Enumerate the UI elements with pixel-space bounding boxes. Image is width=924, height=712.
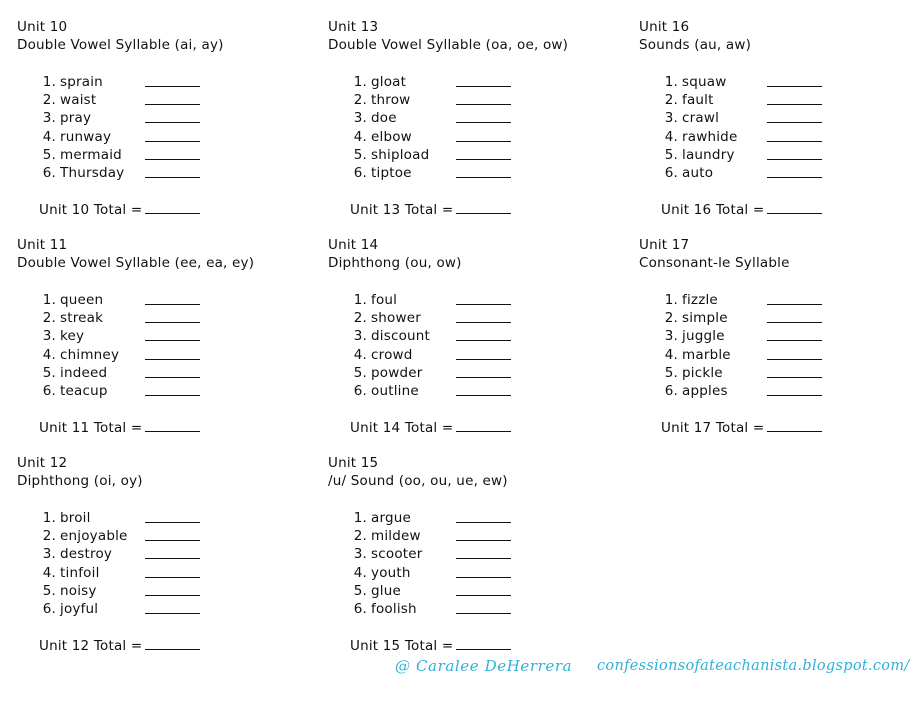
total-blank[interactable] — [145, 649, 200, 650]
item-number: 3. — [42, 546, 56, 563]
word: doe — [371, 110, 397, 127]
answer-blank[interactable] — [456, 322, 511, 323]
answer-blank[interactable] — [145, 304, 200, 305]
unit-12-section — [17, 454, 307, 655]
item-number: 6. — [353, 164, 367, 181]
list-item — [17, 600, 307, 618]
unit-17-section — [639, 236, 924, 437]
word-list — [328, 509, 618, 618]
list-item — [328, 382, 618, 400]
unit-16-section — [639, 18, 924, 219]
unit-11-section — [17, 236, 307, 437]
item-number: 1. — [353, 74, 367, 90]
word: joyful — [60, 600, 99, 617]
word: discount — [371, 328, 431, 345]
word: simple — [682, 310, 728, 327]
unit-subtitle: Diphthong (oi, oy) — [17, 473, 143, 489]
unit-title: Unit 12 — [17, 455, 68, 471]
total-label: Unit 16 Total = — [661, 202, 765, 219]
unit-total — [17, 637, 307, 655]
unit-title: Unit 13 — [328, 19, 379, 35]
item-number: 5. — [353, 582, 367, 599]
answer-blank[interactable] — [767, 322, 822, 323]
word: foul — [371, 292, 398, 308]
item-number: 2. — [664, 92, 678, 109]
answer-blank[interactable] — [456, 522, 511, 523]
answer-blank[interactable] — [145, 322, 200, 323]
word-list — [328, 291, 618, 400]
answer-blank[interactable] — [456, 122, 511, 123]
word: marble — [682, 346, 731, 363]
answer-blank[interactable] — [767, 177, 822, 178]
unit-total — [17, 201, 307, 219]
item-number: 4. — [42, 128, 56, 145]
list-item — [328, 346, 618, 364]
item-number: 4. — [353, 564, 367, 581]
answer-blank[interactable] — [767, 395, 822, 396]
unit-total — [639, 419, 924, 437]
answer-blank[interactable] — [145, 377, 200, 378]
item-number: 3. — [664, 110, 678, 127]
item-number: 4. — [42, 564, 56, 581]
item-number: 1. — [353, 510, 367, 526]
answer-blank[interactable] — [145, 595, 200, 596]
item-number: 3. — [353, 110, 367, 127]
word: elbow — [371, 128, 412, 145]
answer-blank[interactable] — [145, 159, 200, 160]
word: fault — [682, 92, 714, 109]
item-number: 6. — [42, 600, 56, 617]
answer-blank[interactable] — [456, 104, 511, 105]
item-number: 2. — [42, 528, 56, 545]
list-item — [17, 146, 307, 164]
word: broil — [60, 510, 91, 526]
word-list — [17, 291, 307, 400]
unit-15-section — [328, 454, 618, 655]
item-number: 4. — [353, 346, 367, 363]
answer-blank[interactable] — [456, 395, 511, 396]
unit-13-section — [328, 18, 618, 219]
word: juggle — [682, 328, 725, 345]
answer-blank[interactable] — [456, 304, 511, 305]
item-number: 3. — [353, 546, 367, 563]
answer-blank[interactable] — [456, 359, 511, 360]
item-number: 2. — [353, 528, 367, 545]
list-item — [328, 146, 618, 164]
unit-total — [639, 201, 924, 219]
answer-blank[interactable] — [145, 522, 200, 523]
answer-blank[interactable] — [767, 159, 822, 160]
item-number: 1. — [42, 510, 56, 526]
word: shipload — [371, 146, 430, 163]
list-item — [328, 164, 618, 182]
list-item — [639, 382, 924, 400]
unit-14-section — [328, 236, 618, 437]
answer-blank[interactable] — [456, 141, 511, 142]
list-item — [328, 309, 618, 327]
answer-blank[interactable] — [767, 304, 822, 305]
item-number: 6. — [353, 382, 367, 399]
item-number: 4. — [664, 128, 678, 145]
answer-blank[interactable] — [145, 395, 200, 396]
list-item — [328, 545, 618, 563]
list-item — [17, 128, 307, 146]
item-number: 2. — [42, 92, 56, 109]
unit-title: Unit 15 — [328, 455, 379, 471]
list-item — [639, 291, 924, 309]
word: waist — [60, 92, 97, 109]
item-number: 2. — [353, 92, 367, 109]
word: crawl — [682, 110, 720, 127]
item-number: 3. — [664, 328, 678, 345]
word: apples — [682, 382, 728, 399]
item-number: 1. — [42, 292, 56, 308]
unit-total — [328, 419, 618, 437]
word: tiptoe — [371, 164, 412, 181]
unit-title: Unit 16 — [639, 19, 690, 35]
word: runway — [60, 128, 112, 145]
word: chimney — [60, 346, 120, 363]
list-item — [328, 364, 618, 382]
item-number: 1. — [664, 74, 678, 90]
answer-blank[interactable] — [456, 595, 511, 596]
word-list — [639, 291, 924, 400]
unit-total — [328, 201, 618, 219]
unit-title: Unit 11 — [17, 237, 68, 253]
word: mildew — [371, 528, 421, 545]
answer-blank[interactable] — [456, 377, 511, 378]
item-number: 3. — [42, 110, 56, 127]
list-item — [17, 109, 307, 127]
word: indeed — [60, 364, 108, 381]
word: noisy — [60, 582, 97, 599]
word-list — [328, 73, 618, 182]
unit-total — [17, 419, 307, 437]
list-item — [328, 600, 618, 618]
answer-blank[interactable] — [456, 159, 511, 160]
word: youth — [371, 564, 411, 581]
item-number: 4. — [353, 128, 367, 145]
total-label: Unit 12 Total = — [39, 638, 143, 655]
word-list — [17, 509, 307, 618]
answer-blank[interactable] — [767, 359, 822, 360]
item-number: 3. — [42, 328, 56, 345]
unit-subtitle: /u/ Sound (oo, ou, ue, ew) — [328, 473, 508, 489]
total-label: Unit 11 Total = — [39, 420, 143, 437]
word: squaw — [682, 74, 727, 90]
unit-10-section — [17, 18, 307, 219]
item-number: 6. — [42, 164, 56, 181]
list-item — [17, 564, 307, 582]
list-item — [328, 73, 618, 91]
unit-subtitle: Double Vowel Syllable (oa, oe, ow) — [328, 37, 569, 53]
answer-blank[interactable] — [456, 340, 511, 341]
answer-blank[interactable] — [145, 122, 200, 123]
list-item — [328, 291, 618, 309]
list-item — [639, 327, 924, 345]
list-item — [328, 564, 618, 582]
total-blank[interactable] — [145, 213, 200, 214]
list-item — [17, 327, 307, 345]
word: rawhide — [682, 128, 738, 145]
item-number: 6. — [42, 382, 56, 399]
total-blank[interactable] — [767, 431, 822, 432]
list-item — [639, 364, 924, 382]
credit-author: @ Caralee DeHerrera — [395, 657, 573, 675]
answer-blank[interactable] — [456, 540, 511, 541]
total-label: Unit 10 Total = — [39, 202, 143, 219]
list-item — [639, 164, 924, 182]
unit-title: Unit 17 — [639, 237, 690, 253]
word: Thursday — [60, 164, 125, 181]
answer-blank[interactable] — [456, 613, 511, 614]
total-blank[interactable] — [456, 431, 511, 432]
total-blank[interactable] — [767, 213, 822, 214]
unit-subtitle: Consonant-le Syllable — [639, 255, 790, 271]
answer-blank[interactable] — [456, 177, 511, 178]
answer-blank[interactable] — [145, 577, 200, 578]
total-label: Unit 13 Total = — [350, 202, 454, 219]
answer-blank[interactable] — [456, 558, 511, 559]
item-number: 1. — [664, 292, 678, 308]
credit-blog: confessionsofateachanista.blogspot.com/ — [597, 658, 910, 674]
item-number: 5. — [353, 146, 367, 163]
word: laundry — [682, 146, 735, 163]
answer-blank[interactable] — [145, 613, 200, 614]
word: powder — [371, 364, 423, 381]
item-number: 6. — [664, 164, 678, 181]
word: sprain — [60, 74, 103, 90]
list-item — [17, 382, 307, 400]
item-number: 3. — [353, 328, 367, 345]
list-item — [17, 73, 307, 91]
word: mermaid — [60, 146, 122, 163]
total-blank[interactable] — [456, 213, 511, 214]
unit-subtitle: Sounds (au, aw) — [639, 37, 752, 53]
word: pray — [60, 110, 92, 127]
answer-blank[interactable] — [767, 141, 822, 142]
list-item — [17, 346, 307, 364]
item-number: 5. — [664, 364, 678, 381]
answer-blank[interactable] — [145, 86, 200, 87]
word: auto — [682, 164, 714, 181]
answer-blank[interactable] — [767, 122, 822, 123]
unit-title: Unit 10 — [17, 19, 68, 35]
list-item — [17, 364, 307, 382]
item-number: 5. — [353, 364, 367, 381]
list-item — [17, 582, 307, 600]
answer-blank[interactable] — [145, 540, 200, 541]
answer-blank[interactable] — [456, 577, 511, 578]
answer-blank[interactable] — [145, 141, 200, 142]
answer-blank[interactable] — [145, 359, 200, 360]
item-number: 2. — [353, 310, 367, 327]
item-number: 2. — [42, 310, 56, 327]
answer-blank[interactable] — [456, 86, 511, 87]
list-item — [17, 309, 307, 327]
word-list — [17, 73, 307, 182]
item-number: 5. — [664, 146, 678, 163]
word: foolish — [371, 600, 417, 617]
list-item — [639, 73, 924, 91]
word: throw — [371, 92, 411, 109]
unit-total — [328, 637, 618, 655]
unit-subtitle: Double Vowel Syllable (ai, ay) — [17, 37, 224, 53]
list-item — [17, 164, 307, 182]
unit-subtitle: Double Vowel Syllable (ee, ea, ey) — [17, 255, 255, 271]
word: key — [60, 328, 85, 345]
list-item — [328, 128, 618, 146]
word: argue — [371, 510, 412, 526]
total-blank[interactable] — [145, 431, 200, 432]
item-number: 2. — [664, 310, 678, 327]
total-label: Unit 17 Total = — [661, 420, 765, 437]
answer-blank[interactable] — [145, 177, 200, 178]
word: destroy — [60, 546, 113, 563]
total-blank[interactable] — [456, 649, 511, 650]
item-number: 4. — [664, 346, 678, 363]
item-number: 1. — [353, 292, 367, 308]
total-label: Unit 14 Total = — [350, 420, 454, 437]
word: streak — [60, 310, 104, 327]
answer-blank[interactable] — [767, 86, 822, 87]
word: outline — [371, 382, 419, 399]
list-item — [328, 327, 618, 345]
word-list — [639, 73, 924, 182]
list-item — [639, 128, 924, 146]
word: glue — [371, 582, 401, 599]
word: crowd — [371, 346, 413, 363]
item-number: 5. — [42, 146, 56, 163]
list-item — [639, 309, 924, 327]
word: gloat — [371, 74, 407, 90]
answer-blank[interactable] — [767, 104, 822, 105]
total-label: Unit 15 Total = — [350, 638, 454, 655]
word: fizzle — [682, 292, 718, 308]
list-item — [17, 545, 307, 563]
word: teacup — [60, 382, 108, 399]
word: enjoyable — [60, 528, 128, 545]
list-item — [639, 91, 924, 109]
item-number: 4. — [42, 346, 56, 363]
list-item — [639, 346, 924, 364]
list-item — [328, 109, 618, 127]
item-number: 1. — [42, 74, 56, 90]
list-item — [328, 582, 618, 600]
answer-blank[interactable] — [767, 377, 822, 378]
list-item — [17, 291, 307, 309]
word: shower — [371, 310, 421, 327]
item-number: 5. — [42, 582, 56, 599]
word: scooter — [371, 546, 423, 563]
word: queen — [60, 292, 104, 308]
word: tinfoil — [60, 564, 100, 581]
item-number: 6. — [353, 600, 367, 617]
list-item — [17, 509, 307, 527]
list-item — [328, 509, 618, 527]
list-item — [17, 527, 307, 545]
list-item — [17, 91, 307, 109]
item-number: 6. — [664, 382, 678, 399]
list-item — [328, 91, 618, 109]
item-number: 5. — [42, 364, 56, 381]
answer-blank[interactable] — [767, 340, 822, 341]
unit-subtitle: Diphthong (ou, ow) — [328, 255, 462, 271]
list-item — [639, 146, 924, 164]
answer-blank[interactable] — [145, 104, 200, 105]
list-item — [639, 109, 924, 127]
unit-title: Unit 14 — [328, 237, 379, 253]
list-item — [328, 527, 618, 545]
answer-blank[interactable] — [145, 340, 200, 341]
answer-blank[interactable] — [145, 558, 200, 559]
word: pickle — [682, 364, 723, 381]
